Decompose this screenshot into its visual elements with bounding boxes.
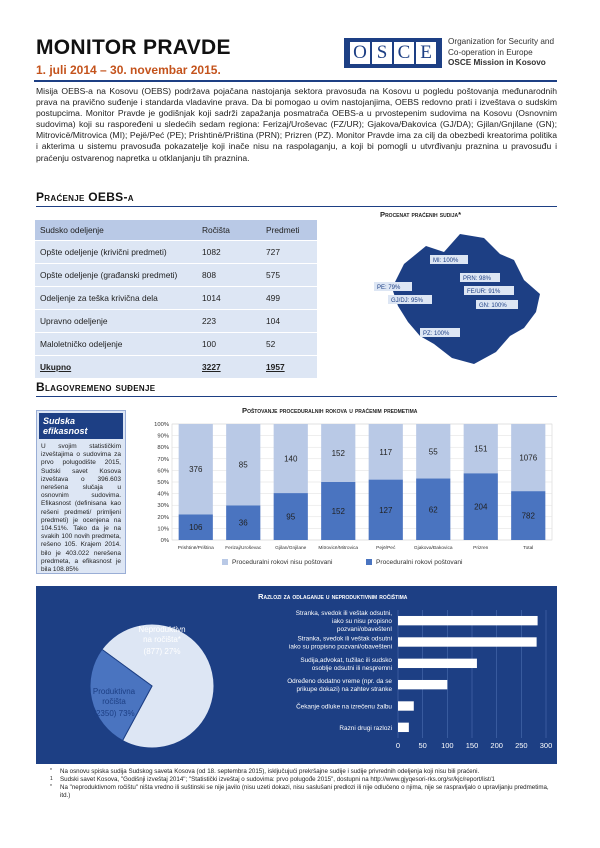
table-header-row [35,220,317,241]
footnote [50,776,560,784]
legend-label: Proceduralni rokovi poštovani [376,559,463,566]
x-tick-label: 50 [418,741,427,750]
bar [398,637,537,646]
y-tick-label: 20% [157,514,169,521]
efficiency-box [36,410,126,574]
map-label: PE: 79% [377,285,401,291]
footnote [50,784,560,800]
data-label: 85 [238,460,248,470]
table-header-cell: Ročišta [197,220,261,241]
footnote-text: Na osnovu spiska sudija Sudskog saveta Kosova (od 18. septembra 2015), isključujući prekršajne sudije i sudije privrednih odeljenja koji nisu bili praćeni. [60,768,480,775]
y-tick-label: 10% [157,526,169,533]
page-title: MONITOR PRAVDE [36,36,231,59]
table-cell: 575 [261,264,317,287]
map-label: MI: 100% [433,258,459,264]
y-tick-label: 60% [157,468,169,475]
map-title: Procenat praćenih sudija* [380,210,462,219]
map-label: FE/UR: 91% [467,289,501,295]
data-label: 62 [428,505,438,515]
data-label: 376 [189,465,203,475]
bar [398,680,447,689]
table-cell: Ukupno [35,356,197,379]
legend-swatch [366,559,372,565]
map-label: PRN: 98% [463,276,492,282]
map-label: PZ: 100% [423,331,450,337]
table-cell: Odeljenje za teška krivična dela [35,287,197,310]
x-tick-label: Gjakova/Đakovica [413,546,453,551]
pie-label: Produktivna [92,687,136,696]
reasons-chart [236,602,556,762]
table-cell: 1014 [197,287,261,310]
x-tick-label: 200 [490,741,503,750]
footnote-mark: * [50,768,52,774]
table-row [35,241,317,264]
x-tick-label: Prishtinë/Priština [177,546,214,551]
x-tick-label: Ferizaj/Uroševac [225,546,262,551]
monitoring-table [35,220,317,379]
table-cell: 52 [261,333,317,356]
table-cell: 104 [261,310,317,333]
table-row [35,333,317,356]
y-tick-label: 0% [160,538,169,544]
pie-label: ročišta [102,697,126,706]
logo-letter: S [372,42,392,64]
date-range: 1. juli 2014 – 30. novembar 2015. [36,63,221,77]
y-tick-label: Stranka, svedok ili veštak odsutni, [295,610,392,618]
y-tick-label: Stranka, svedok ili veštak odsutni [297,635,392,643]
table-total-row [35,356,317,379]
data-label: 782 [521,511,535,521]
table-cell: Upravno odeljenje [35,310,197,333]
data-label: 152 [331,449,345,458]
deadline-chart [140,416,558,576]
x-tick-label: Total [523,546,534,551]
reasons-chart-title: Razlozi za odlaganje u neproduktivnim ročištima [258,592,408,601]
osce-logo [344,38,442,68]
table-cell: 727 [261,241,317,264]
table-cell: 1957 [261,356,317,379]
x-tick-label: Mitrovicë/Mitrovica [318,546,359,551]
section-divider [36,396,557,397]
data-label: 151 [474,444,488,454]
logo-letter: O [350,42,370,64]
map-label: GN: 100% [479,303,507,309]
y-tick-label: 100% [154,422,169,428]
table-cell: Opšte odeljenje (krivični predmeti) [35,241,197,264]
x-tick-label: Gjilan/Gnjilane [275,546,307,551]
table-cell: 808 [197,264,261,287]
table-cell: 223 [197,310,261,333]
x-tick-label: 100 [441,741,454,750]
section-title-monitoring: Praćenje OEBS-a [36,190,134,204]
y-tick-label: 30% [157,503,169,510]
efficiency-box-heading: Sudska efikasnost [39,413,123,439]
y-tick-label: 40% [157,491,169,498]
bar [398,616,538,625]
x-tick-label: 300 [539,741,553,750]
data-label: 36 [238,518,248,528]
table-row [35,264,317,287]
x-tick-label: 150 [465,741,479,750]
kosovo-map [364,224,560,370]
table-header-cell: Sudsko odeljenje [35,220,197,241]
pie-value: (877) 27% [143,647,181,656]
y-tick-label: osoblje odsutni ili nespremni [311,664,392,672]
table-row [35,287,317,310]
data-label: 140 [284,454,298,464]
table-cell: 1082 [197,241,261,264]
y-tick-label: 80% [157,445,169,452]
x-tick-label: Pejë/Peć [376,546,396,551]
org-name [448,37,554,69]
x-tick-label: Prizren [473,546,489,551]
bar [398,701,414,710]
x-tick-label: 250 [515,741,528,750]
bar [398,723,409,732]
deadline-chart-title: Poštovanje proceduralnih rokova u praćenim predmetima [242,406,418,415]
table-row [35,310,317,333]
logo-letter: C [394,42,414,64]
y-tick-label: prikupe dokazi) na zahtev stranke [296,686,392,694]
org-line: Co-operation in Europe [448,47,533,57]
intro-paragraph: Misija OEBS-a na Kosovu (OEBS) podržava pojačana nastojanja sektora pravosuđa na Kosovu u pogledu poštovanja međunarodnih prava na pravično suđenje i standarda vladavine prava. Da bi pomogao u ovim nastojanjima, OEBS redovno prati i izveštava o sudskim postupcima. Monitor Pravde je godišnjak koji sadrži zapažanja posmatrača OEBS-a u prvostepenim sudovima na Kosovu (Osnovnim sudovima) koji su raspoređeni u sledećih sedam regiona: Ferizaj/Uroševac (FZ/UR); Gjakova/Đakovica (GJ/DA); Gjilan/Gnjilane (GN); Mitrovicë/Mitrovica (MI); Pejë/Peć (PE); Prishtinë/Priština (PRN); Prizren (PZ). Monitor Pravde ima za cilj da obezbedi kreatorima politika i akterima u sistemu pravosuđa pokazatelje koji inače nisu na raspolaganju, a koji bi pomogli u utvrđivanju praznina u pravosuđu i praćenju ostvarenog napretka u otklanjanju tih praznina. [36,86,557,163]
pie-label: na ročišta* [143,635,181,644]
map-label: GJ/DJ: 95% [391,298,424,304]
y-tick-label: pozvani/obaveštenI [336,626,392,634]
y-tick-label: Razni drugi razlozi [339,724,392,732]
pie-label: Neproduktivn [138,625,186,634]
legend-label: Proceduralni rokovi nisu poštovani [232,559,333,566]
logo-letter: E [416,42,436,64]
footnotes [50,768,560,800]
data-label: 117 [379,447,393,457]
footnote-text: Sudski savet Kosova, "Godišnji izveštaj 2014"; "Statistički izveštaj o sudovima: prvo polugođe 2015", dostupni na http://www.gjyqesori-rks.org/sr/kjc/report/list/1 [60,776,495,783]
y-tick-label: 70% [157,456,169,463]
data-label: 204 [474,502,488,512]
section-title-timeliness: Blagovremeno suđenje [36,380,156,394]
table-header-cell: Predmeti [261,220,317,241]
y-tick-label: 50% [157,480,169,486]
y-tick-label: Sudija,advokat, tužilac ili sudsko [300,656,392,664]
x-tick-label: 0 [395,741,401,750]
data-label: 127 [379,505,393,515]
header-divider [34,80,557,82]
pie-value: (2350) 73% [93,709,135,718]
table-cell: 3227 [197,356,261,379]
table-cell: 499 [261,287,317,310]
bar [398,659,477,668]
data-label: 95 [286,512,296,522]
org-line: OSCE Mission in Kosovo [448,58,546,67]
data-label: 1076 [519,453,538,463]
section-divider [36,206,557,207]
y-tick-label: Određeno dodatno vreme (npr. da se [287,678,392,686]
table-cell: Opšte odeljenje (građanski predmeti) [35,264,197,287]
org-line: Organization for Security and [448,37,555,46]
legend-swatch [222,559,228,565]
y-tick-label: 90% [157,433,169,440]
y-tick-label: Čekanje odluke na izrečenu žalbu [296,703,392,711]
footnote [50,768,560,776]
footnote-mark: * [50,784,52,790]
y-tick-label: iako su nisu propisno [331,618,392,626]
hearing-productivity-pie [42,600,232,760]
footnote-text: Na "neproduktivnom ročištu" ništa vredno ili suštinski se nije javilo (nisu uzeti dokazi, nisu saslušani predlozi ili nije odlučeno o njima, nije se raspravljalo o upravljanju predmetima, itd.) [60,784,549,799]
efficiency-box-text: U svojim statističkim izveštajima o sudovima za prvo polugodište 2015, Sudski savet Kosova izveštava o 396.603 nerešena slučaja u osnovnim sudovima. Efikasnost (definisana kao rešeni predmeti/ primljeni predmeti) je ocenjena na 104.51%. Tako da je na svakih 100 novih predmeta, rešeno 105. Krajem 2014. bilo je 403.022 nerešena predmeta, a efikasnost je bila 108.85% [41,443,121,574]
table-cell: 100 [197,333,261,356]
footnote-mark: 1 [50,776,53,782]
y-tick-label: iako su propisno pozvani/obavešteni [288,643,392,651]
data-label: 55 [428,447,438,457]
data-label: 106 [189,523,203,533]
data-label: 152 [331,507,345,516]
table-cell: Maloletničko odeljenje [35,333,197,356]
